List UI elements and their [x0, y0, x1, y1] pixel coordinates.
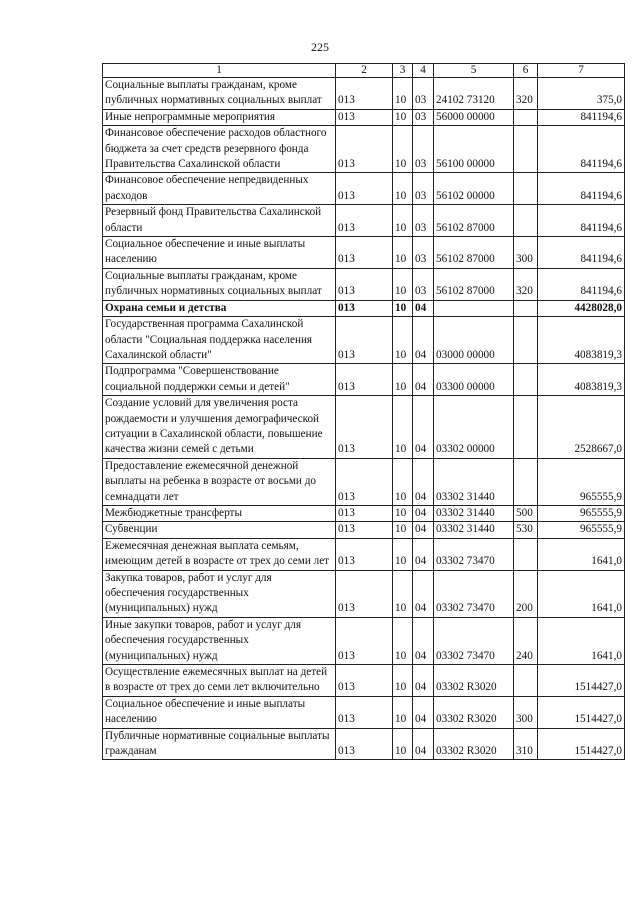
row-amount-cell: 2528667,0 [538, 396, 625, 459]
table-row [103, 78, 625, 110]
row-amount-cell: 1641,0 [538, 570, 625, 617]
row-name-cell: Иные непрограммные мероприятия [103, 109, 336, 125]
row-amount-cell: 4083819,3 [538, 364, 625, 396]
row-amount-cell: 1514427,0 [538, 728, 625, 760]
row-expense-type-cell [514, 317, 538, 364]
row-section-cell: 10 [393, 268, 413, 300]
row-amount-cell: 841194,6 [538, 109, 625, 125]
table-row [103, 458, 625, 505]
row-code-cell: 013 [336, 538, 393, 570]
row-expense-type-cell [514, 364, 538, 396]
row-code-cell: 013 [336, 109, 393, 125]
row-name-cell: Социальные выплаты гражданам, кроме публичных нормативных социальных выплат [103, 268, 336, 300]
row-section-cell: 10 [393, 364, 413, 396]
row-code-cell: 013 [336, 364, 393, 396]
row-code-cell: 013 [336, 728, 393, 760]
row-target-cell: 03302 31440 [434, 505, 514, 521]
row-target-cell: 56000 00000 [434, 109, 514, 125]
row-code-cell: 013 [336, 173, 393, 205]
row-subsection-cell: 03 [413, 78, 434, 110]
row-subsection-cell: 04 [413, 317, 434, 364]
row-amount-cell: 841194,6 [538, 268, 625, 300]
row-code-cell: 013 [336, 78, 393, 110]
row-target-cell: 24102 73120 [434, 78, 514, 110]
row-expense-type-cell: 500 [514, 505, 538, 521]
row-section-cell: 10 [393, 505, 413, 521]
row-expense-type-cell: 240 [514, 617, 538, 664]
row-target-cell [434, 300, 514, 316]
row-name-cell: Субвенции [103, 522, 336, 538]
row-expense-type-cell [514, 109, 538, 125]
row-subsection-cell: 03 [413, 268, 434, 300]
row-expense-type-cell [514, 396, 538, 459]
header-cell: 2 [336, 64, 393, 78]
row-target-cell: 03300 00000 [434, 364, 514, 396]
row-name-cell: Закупка товаров, работ и услуг для обеспечения государственных (муниципальных) нужд [103, 570, 336, 617]
row-subsection-cell: 03 [413, 109, 434, 125]
table-row [103, 109, 625, 125]
row-section-cell: 10 [393, 317, 413, 364]
table-row [103, 696, 625, 728]
header-cell: 1 [103, 64, 336, 78]
row-section-cell: 10 [393, 458, 413, 505]
row-target-cell: 03302 31440 [434, 458, 514, 505]
row-name-cell: Ежемесячная денежная выплата семьям, имеющим детей в возрасте от трех до семи лет [103, 538, 336, 570]
row-subsection-cell: 04 [413, 617, 434, 664]
row-expense-type-cell [514, 205, 538, 237]
row-expense-type-cell [514, 126, 538, 173]
row-target-cell: 56102 87000 [434, 268, 514, 300]
row-target-cell: 03302 00000 [434, 396, 514, 459]
row-code-cell: 013 [336, 396, 393, 459]
row-code-cell: 013 [336, 570, 393, 617]
row-subsection-cell: 04 [413, 300, 434, 316]
row-target-cell: 56102 87000 [434, 205, 514, 237]
row-code-cell: 013 [336, 300, 393, 316]
row-amount-cell: 841194,6 [538, 173, 625, 205]
row-target-cell: 03302 73470 [434, 570, 514, 617]
table-row [103, 617, 625, 664]
table-row [103, 268, 625, 300]
row-code-cell: 013 [336, 665, 393, 697]
row-amount-cell: 1641,0 [538, 617, 625, 664]
table-row [103, 364, 625, 396]
row-subsection-cell: 04 [413, 570, 434, 617]
table-header-row [103, 64, 625, 78]
row-code-cell: 013 [336, 696, 393, 728]
table-row [103, 522, 625, 538]
row-target-cell: 56102 87000 [434, 237, 514, 269]
header-cell: 6 [514, 64, 538, 78]
row-section-cell: 10 [393, 728, 413, 760]
row-code-cell: 013 [336, 317, 393, 364]
row-section-cell: 10 [393, 570, 413, 617]
row-section-cell: 10 [393, 109, 413, 125]
row-name-cell: Социальные выплаты гражданам, кроме публичных нормативных социальных выплат [103, 78, 336, 110]
row-subsection-cell: 04 [413, 396, 434, 459]
row-amount-cell: 1514427,0 [538, 696, 625, 728]
row-name-cell: Финансовое обеспечение непредвиденных расходов [103, 173, 336, 205]
row-section-cell: 10 [393, 300, 413, 316]
table-row [103, 300, 625, 316]
row-target-cell: 03302 73470 [434, 617, 514, 664]
row-name-cell: Охрана семьи и детства [103, 300, 336, 316]
row-target-cell: 03302 31440 [434, 522, 514, 538]
row-expense-type-cell: 320 [514, 268, 538, 300]
row-subsection-cell: 04 [413, 364, 434, 396]
row-subsection-cell: 04 [413, 458, 434, 505]
table-row [103, 570, 625, 617]
row-target-cell: 56102 00000 [434, 173, 514, 205]
budget-table [102, 63, 625, 760]
header-cell: 3 [393, 64, 413, 78]
row-amount-cell: 4083819,3 [538, 317, 625, 364]
row-subsection-cell: 04 [413, 538, 434, 570]
row-section-cell: 10 [393, 78, 413, 110]
row-expense-type-cell [514, 173, 538, 205]
row-code-cell: 013 [336, 617, 393, 664]
table-row [103, 665, 625, 697]
row-expense-type-cell: 310 [514, 728, 538, 760]
row-target-cell: 56100 00000 [434, 126, 514, 173]
table-row [103, 538, 625, 570]
row-code-cell: 013 [336, 505, 393, 521]
table-row [103, 205, 625, 237]
row-expense-type-cell [514, 538, 538, 570]
row-subsection-cell: 03 [413, 237, 434, 269]
table-row [103, 173, 625, 205]
header-cell: 7 [538, 64, 625, 78]
row-expense-type-cell: 300 [514, 696, 538, 728]
row-target-cell: 03302 R3020 [434, 728, 514, 760]
row-expense-type-cell [514, 665, 538, 697]
row-code-cell: 013 [336, 268, 393, 300]
row-amount-cell: 965555,9 [538, 458, 625, 505]
row-code-cell: 013 [336, 237, 393, 269]
row-name-cell: Финансовое обеспечение расходов областного бюджета за счет средств резервного фонда Правительства Сахалинской области [103, 126, 336, 173]
page-number: 225 [311, 40, 329, 54]
row-amount-cell: 1514427,0 [538, 665, 625, 697]
row-name-cell: Социальное обеспечение и иные выплаты населению [103, 237, 336, 269]
row-section-cell: 10 [393, 237, 413, 269]
row-name-cell: Публичные нормативные социальные выплаты гражданам [103, 728, 336, 760]
row-name-cell: Резервный фонд Правительства Сахалинской области [103, 205, 336, 237]
row-target-cell: 03302 R3020 [434, 696, 514, 728]
table-row [103, 317, 625, 364]
row-section-cell: 10 [393, 522, 413, 538]
row-expense-type-cell [514, 300, 538, 316]
row-code-cell: 013 [336, 522, 393, 538]
row-name-cell: Межбюджетные трансферты [103, 505, 336, 521]
row-code-cell: 013 [336, 126, 393, 173]
row-code-cell: 013 [336, 205, 393, 237]
row-subsection-cell: 04 [413, 505, 434, 521]
table-row [103, 126, 625, 173]
row-expense-type-cell: 530 [514, 522, 538, 538]
row-name-cell: Социальное обеспечение и иные выплаты населению [103, 696, 336, 728]
row-target-cell: 03302 R3020 [434, 665, 514, 697]
row-target-cell: 03000 00000 [434, 317, 514, 364]
row-name-cell: Осуществление ежемесячных выплат на детей в возрасте от трех до семи лет включительно [103, 665, 336, 697]
row-section-cell: 10 [393, 617, 413, 664]
row-subsection-cell: 04 [413, 696, 434, 728]
row-section-cell: 10 [393, 173, 413, 205]
row-name-cell: Иные закупки товаров, работ и услуг для обеспечения государственных (муниципальных) нужд [103, 617, 336, 664]
header-cell: 4 [413, 64, 434, 78]
table-row [103, 505, 625, 521]
row-amount-cell: 4428028,0 [538, 300, 625, 316]
row-expense-type-cell: 300 [514, 237, 538, 269]
row-amount-cell: 965555,9 [538, 522, 625, 538]
table-row [103, 396, 625, 459]
table-row [103, 237, 625, 269]
row-name-cell: Государственная программа Сахалинской области "Социальная поддержка населения Сахалинской области" [103, 317, 336, 364]
row-subsection-cell: 03 [413, 126, 434, 173]
row-subsection-cell: 03 [413, 173, 434, 205]
row-name-cell: Подпрограмма "Совершенствование социальной поддержки семьи и детей" [103, 364, 336, 396]
row-section-cell: 10 [393, 126, 413, 173]
row-expense-type-cell: 200 [514, 570, 538, 617]
row-amount-cell: 841194,6 [538, 205, 625, 237]
row-section-cell: 10 [393, 665, 413, 697]
row-amount-cell: 841194,6 [538, 237, 625, 269]
row-amount-cell: 965555,9 [538, 505, 625, 521]
row-section-cell: 10 [393, 696, 413, 728]
row-section-cell: 10 [393, 538, 413, 570]
row-expense-type-cell: 320 [514, 78, 538, 110]
row-subsection-cell: 04 [413, 665, 434, 697]
row-subsection-cell: 04 [413, 728, 434, 760]
header-cell: 5 [434, 64, 514, 78]
row-expense-type-cell [514, 458, 538, 505]
row-section-cell: 10 [393, 396, 413, 459]
row-target-cell: 03302 73470 [434, 538, 514, 570]
row-name-cell: Создание условий для увеличения роста рождаемости и улучшения демографической ситуации в Сахалинской области, повышение качества жизни семей с детьми [103, 396, 336, 459]
row-name-cell: Предоставление ежемесячной денежной выплаты на ребенка в возрасте от восьми до семнадцати лет [103, 458, 336, 505]
row-code-cell: 013 [336, 458, 393, 505]
row-section-cell: 10 [393, 205, 413, 237]
row-amount-cell: 841194,6 [538, 126, 625, 173]
row-amount-cell: 1641,0 [538, 538, 625, 570]
row-subsection-cell: 03 [413, 205, 434, 237]
row-amount-cell: 375,0 [538, 78, 625, 110]
table-row [103, 728, 625, 760]
row-subsection-cell: 04 [413, 522, 434, 538]
